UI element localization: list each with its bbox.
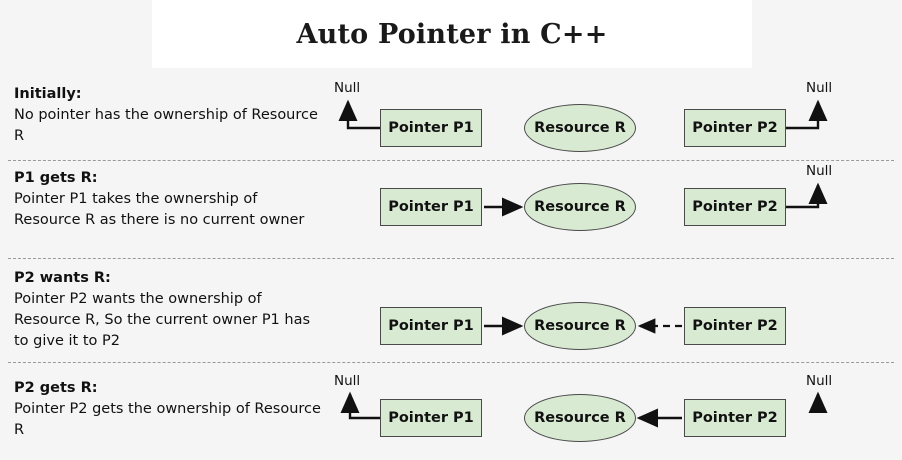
- null-label-right-row2: Null: [806, 163, 833, 179]
- resource-r-node-row2: Resource R: [524, 183, 636, 231]
- pointer-p2-box-row1: Pointer P2: [684, 109, 786, 147]
- arrow-p1-to-null-row1: [348, 102, 380, 128]
- resource-r-node-row3: Resource R: [524, 302, 636, 350]
- pointer-p2-box-row2: Pointer P2: [684, 188, 786, 226]
- row-heading: P2 wants R:: [14, 270, 111, 286]
- row-heading: P2 gets R:: [14, 380, 98, 396]
- pointer-p1-box-row4: Pointer P1: [380, 399, 482, 437]
- row-description-p2-wants-r: [14, 268, 324, 352]
- page-title: Auto Pointer in C++: [296, 18, 608, 50]
- row-description-initially: [14, 84, 324, 147]
- pointer-p1-box-row3: Pointer P1: [380, 307, 482, 345]
- row-description-p2-gets-r: [14, 378, 324, 441]
- pointer-p1-box-row2: Pointer P1: [380, 188, 482, 226]
- pointer-p2-box-row4: Pointer P2: [684, 399, 786, 437]
- arrow-p1-to-null-row4: [350, 394, 380, 418]
- arrow-p2-to-null-row2: [786, 185, 818, 207]
- arrow-p2-to-null-row1: [786, 102, 818, 128]
- pointer-p1-box-row1: Pointer P1: [380, 109, 482, 147]
- row-body: Pointer P1 takes the ownership of Resource R as there is no current owner: [14, 191, 305, 229]
- null-label-right-row1: Null: [806, 80, 833, 96]
- resource-r-node-row1: Resource R: [524, 104, 636, 152]
- row-heading: Initially:: [14, 86, 82, 102]
- null-label-left-row4: Null: [334, 373, 361, 389]
- null-label-right-row4: Null: [806, 373, 833, 389]
- row-divider: [8, 160, 894, 161]
- row-heading: P1 gets R:: [14, 170, 98, 186]
- row-divider: [8, 362, 894, 363]
- row-body: Pointer P2 gets the ownership of Resource R: [14, 401, 321, 439]
- null-label-left-row1: Null: [334, 80, 361, 96]
- resource-r-node-row4: Resource R: [524, 394, 636, 442]
- title-bar: [152, 0, 752, 68]
- row-body: Pointer P2 wants the ownership of Resource R, So the current owner P1 has to give it to P2: [14, 291, 311, 350]
- pointer-p2-box-row3: Pointer P2: [684, 307, 786, 345]
- row-description-p1-gets-r: [14, 168, 324, 231]
- row-body: No pointer has the ownership of Resource R: [14, 107, 318, 145]
- row-divider: [8, 258, 894, 259]
